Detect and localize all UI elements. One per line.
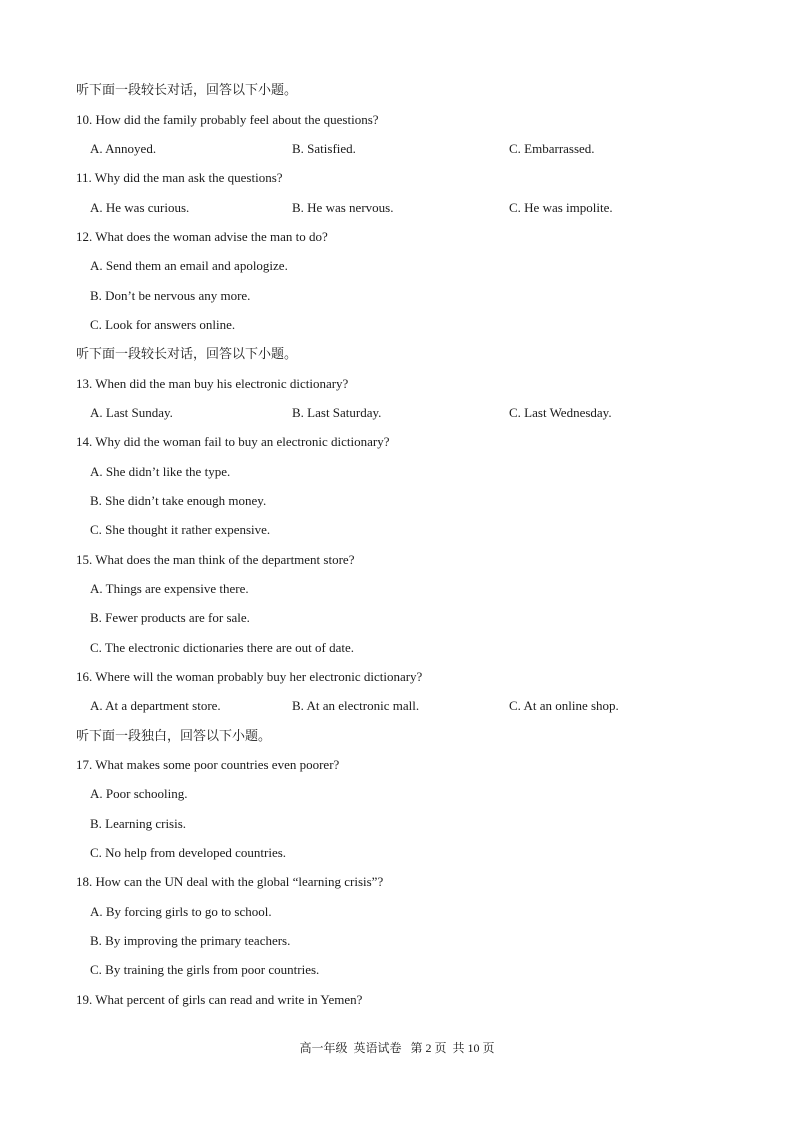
option-18-a: A. By forcing girls to go to school. bbox=[90, 904, 272, 919]
option-12-c: C. Look for answers online. bbox=[90, 317, 236, 332]
question-number: 12. bbox=[76, 229, 93, 244]
question-text: How did the family probably feel about the questions? bbox=[95, 112, 379, 127]
section-instruction: 听下面一段独白，回答以下小题。 bbox=[76, 728, 272, 743]
question-text: What does the woman advise the man to do? bbox=[95, 229, 328, 244]
option-11-c: C. He was impolite. bbox=[509, 200, 613, 215]
question-number: 19. bbox=[76, 992, 93, 1007]
question-17 bbox=[76, 756, 339, 774]
question-number: 17. bbox=[76, 757, 93, 772]
question-11 bbox=[76, 169, 283, 187]
question-text: Why did the man ask the questions? bbox=[94, 170, 283, 185]
option-16-b: B. At an electronic mall. bbox=[292, 698, 420, 713]
footer-page-prefix: 第 bbox=[410, 1041, 423, 1055]
question-text: How can the UN deal with the global “learning crisis”? bbox=[95, 874, 384, 889]
option-11-a: A. He was curious. bbox=[90, 200, 190, 215]
footer-page-suffix: 页 bbox=[482, 1041, 495, 1055]
question-19 bbox=[76, 991, 362, 1009]
option-13-b: B. Last Saturday. bbox=[292, 405, 382, 420]
option-13-a: A. Last Sunday. bbox=[90, 405, 173, 420]
option-17-a: A. Poor schooling. bbox=[90, 786, 188, 801]
question-15 bbox=[76, 551, 354, 569]
option-18-c: C. By training the girls from poor countries. bbox=[90, 962, 320, 977]
question-text: What makes some poor countries even poorer? bbox=[95, 757, 340, 772]
footer-page-number: 2 bbox=[425, 1041, 432, 1055]
question-13 bbox=[76, 375, 348, 393]
question-number: 18. bbox=[76, 874, 93, 889]
question-text: What does the man think of the department store? bbox=[95, 552, 355, 567]
question-number: 10. bbox=[76, 112, 93, 127]
option-17-b: B. Learning crisis. bbox=[90, 816, 187, 831]
page-footer bbox=[0, 1040, 794, 1056]
option-16-a: A. At a department store. bbox=[90, 698, 221, 713]
option-14-c: C. She thought it rather expensive. bbox=[90, 522, 271, 537]
option-12-b: B. Don’t be nervous any more. bbox=[90, 288, 251, 303]
question-number: 11. bbox=[76, 170, 92, 185]
footer-page-middle: 页 共 bbox=[434, 1041, 465, 1055]
question-text: When did the man buy his electronic dictionary? bbox=[95, 376, 349, 391]
option-14-a: A. She didn’t like the type. bbox=[90, 464, 231, 479]
section-instruction: 听下面一段较长对话，回答以下小题。 bbox=[76, 82, 298, 97]
option-17-c: C. No help from developed countries. bbox=[90, 845, 287, 860]
footer-subject: 英语试卷 bbox=[353, 1041, 402, 1055]
question-18 bbox=[76, 873, 383, 891]
footer-grade: 高一年级 bbox=[299, 1041, 348, 1055]
footer-total-pages: 10 bbox=[467, 1041, 480, 1055]
question-number: 16. bbox=[76, 669, 93, 684]
question-10 bbox=[76, 111, 379, 129]
question-text: Why did the woman fail to buy an electronic dictionary? bbox=[95, 434, 390, 449]
option-15-a: A. Things are expensive there. bbox=[90, 581, 249, 596]
question-14 bbox=[76, 433, 389, 451]
option-15-b: B. Fewer products are for sale. bbox=[90, 610, 250, 625]
question-12 bbox=[76, 228, 328, 246]
option-10-c: C. Embarrassed. bbox=[509, 141, 595, 156]
question-16 bbox=[76, 668, 422, 686]
question-number: 13. bbox=[76, 376, 93, 391]
question-text: What percent of girls can read and write in Yemen? bbox=[95, 992, 363, 1007]
option-12-a: A. Send them an email and apologize. bbox=[90, 258, 288, 273]
option-18-b: B. By improving the primary teachers. bbox=[90, 933, 291, 948]
option-11-b: B. He was nervous. bbox=[292, 200, 394, 215]
option-10-b: B. Satisfied. bbox=[292, 141, 356, 156]
question-text: Where will the woman probably buy her electronic dictionary? bbox=[95, 669, 423, 684]
option-10-a: A. Annoyed. bbox=[90, 141, 157, 156]
option-15-c: C. The electronic dictionaries there are out of date. bbox=[90, 640, 354, 655]
question-number: 15. bbox=[76, 552, 93, 567]
option-14-b: B. She didn’t take enough money. bbox=[90, 493, 267, 508]
section-instruction: 听下面一段较长对话，回答以下小题。 bbox=[76, 346, 298, 361]
question-number: 14. bbox=[76, 434, 93, 449]
option-13-c: C. Last Wednesday. bbox=[509, 405, 612, 420]
option-16-c: C. At an online shop. bbox=[509, 698, 619, 713]
